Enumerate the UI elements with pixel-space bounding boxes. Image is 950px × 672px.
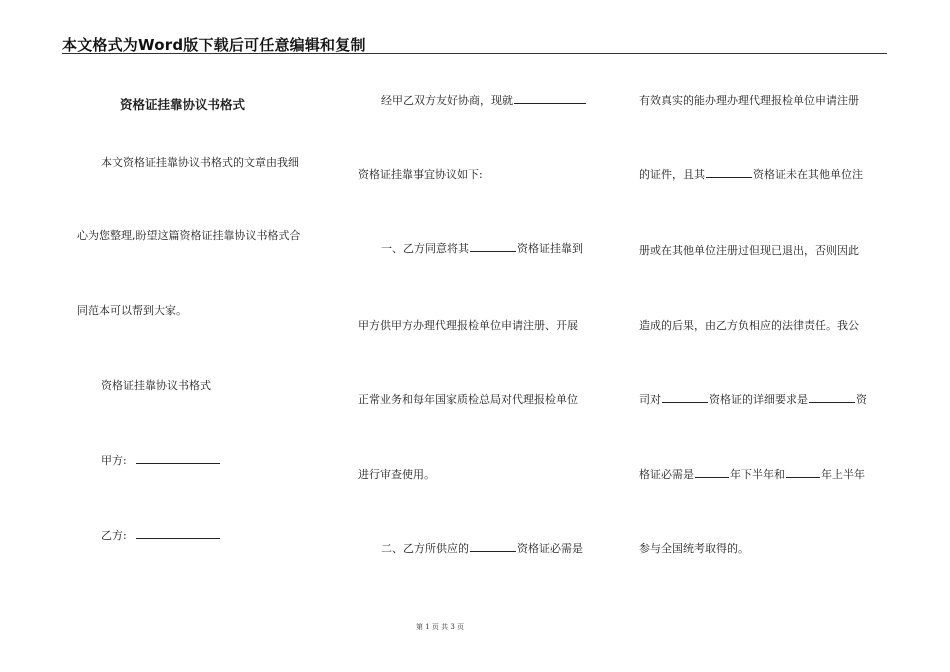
col3-blank-4[interactable] xyxy=(695,476,729,478)
col3-line-5-post: 资 xyxy=(856,393,867,406)
col3-line-2-post: 资格证未在其他单位注 xyxy=(753,168,863,181)
page-number: 第 1 页 共 3 页 xyxy=(415,623,465,631)
col2-line-3-pre: 一、乙方同意将其 xyxy=(381,242,469,255)
col2-line-4: 甲方供甲方办理代理报检单位申请注册、开展 xyxy=(358,319,578,332)
col2-line-6: 进行审查使用。 xyxy=(358,468,435,481)
col2-blank-3[interactable] xyxy=(470,550,516,552)
col2-line-3-post: 资格证挂靠到 xyxy=(517,242,583,255)
col3-line-5 xyxy=(639,394,867,405)
col2-line-1 xyxy=(381,95,587,106)
header-divider xyxy=(62,53,887,54)
col2-line-5: 正常业务和每年国家质检总局对代理报检单位 xyxy=(358,393,578,406)
col2-line-7-pre: 二、乙方所供应的 xyxy=(381,542,469,555)
col2-blank-1[interactable] xyxy=(514,102,586,104)
col3-line-6-mid: 年下半年和 xyxy=(730,468,785,481)
document-title: 资格证挂靠协议书格式 xyxy=(120,97,246,112)
col3-line-2 xyxy=(639,169,863,180)
col2-line-2: 资格证挂靠事宜协议如下: xyxy=(358,168,483,181)
party-b-line xyxy=(101,530,221,541)
party-a-label: 甲方: xyxy=(101,454,127,467)
col3-line-6-post: 年上半年 xyxy=(821,468,865,481)
document-header-title: 本文格式为Word版下载后可任意编辑和复制 xyxy=(62,36,366,54)
col2-line-3 xyxy=(381,243,583,254)
agreement-subtitle: 资格证挂靠协议书格式 xyxy=(101,379,211,392)
col2-line-1-text: 经甲乙双方友好协商，现就 xyxy=(381,94,513,107)
col3-line-7: 参与全国统考取得的。 xyxy=(639,542,749,555)
intro-line-3: 同范本可以帮到大家。 xyxy=(77,304,187,317)
col3-blank-1[interactable] xyxy=(706,176,752,178)
col3-line-5-mid: 资格证的详细要求是 xyxy=(709,393,808,406)
party-a-blank[interactable] xyxy=(136,462,220,464)
col3-line-6-pre: 格证必需是 xyxy=(639,468,694,481)
intro-line-1: 本文资格证挂靠协议书格式的文章由我细 xyxy=(101,156,299,169)
col3-blank-5[interactable] xyxy=(786,476,820,478)
intro-line-2: 心为您整理,盼望这篇资格证挂靠协议书格式合 xyxy=(77,229,301,242)
col3-blank-2[interactable] xyxy=(662,401,708,403)
col3-line-6 xyxy=(639,469,865,480)
col3-line-3: 册或在其他单位注册过但现已退出，否则因此 xyxy=(639,244,859,257)
party-b-blank[interactable] xyxy=(136,537,220,539)
col3-line-5-pre: 司对 xyxy=(639,393,661,406)
col3-line-2-pre: 的证件，且其 xyxy=(639,168,705,181)
col2-line-7-post: 资格证必需是 xyxy=(517,542,583,555)
col3-blank-3[interactable] xyxy=(809,401,855,403)
col2-line-7 xyxy=(381,543,583,554)
party-b-label: 乙方: xyxy=(101,529,127,542)
col2-blank-2[interactable] xyxy=(470,250,516,252)
col3-line-1: 有效真实的能办理办理代理报检单位申请注册 xyxy=(639,94,859,107)
party-a-line xyxy=(101,455,221,466)
col3-line-4: 造成的后果，由乙方负相应的法律责任。我公 xyxy=(639,319,859,332)
